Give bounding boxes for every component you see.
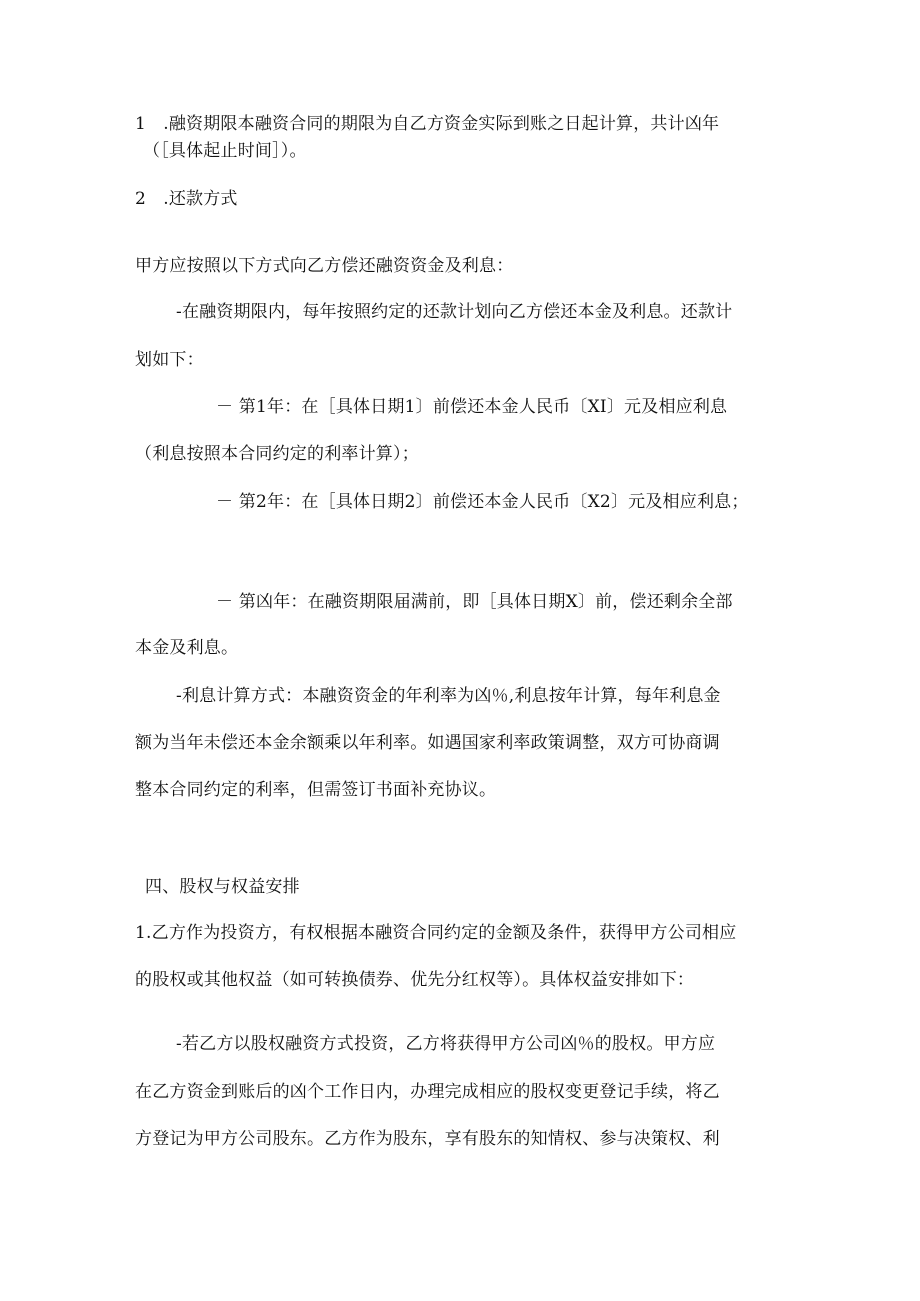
text-line: 划如下： xyxy=(135,350,204,370)
text-line: － 第2年：在［具体日期2〕前偿还本金人民币〔X2〕元及相应利息； xyxy=(216,492,749,512)
text-line: -若乙方以股权融资方式投资，乙方将获得甲方公司凶％的股权。甲方应 xyxy=(176,1034,716,1054)
text-line: 整本合同约定的利率，但需签订书面补充协议。 xyxy=(135,780,497,800)
section-heading: 四、股权与权益安排 xyxy=(145,877,300,897)
text-line: （［具体起止时间］）。 xyxy=(143,141,307,161)
text-line: － 第凶年：在融资期限届满前，即［具体日期X〕前，偿还剩余全部 xyxy=(216,592,733,612)
text-line: 方登记为甲方公司股东。乙方作为股东，享有股东的知情权、参与决策权、利 xyxy=(135,1129,720,1149)
text-line: （利息按照本合同约定的利率计算）； xyxy=(135,444,419,464)
text-line: 在乙方资金到账后的凶个工作日内，办理完成相应的股权变更登记手续，将乙 xyxy=(135,1082,720,1102)
text-line: 额为当年未偿还本金余额乘以年利率。如遇国家利率政策调整，双方可协商调 xyxy=(135,733,720,753)
text-line: － 第1年：在［具体日期1〕前偿还本金人民币〔XI〕元及相应利息 xyxy=(216,397,728,417)
text-line: -利息计算方式：本融资资金的年利率为凶％,利息按年计算，每年利息金 xyxy=(176,686,721,706)
text-line: 本金及利息。 xyxy=(135,638,239,658)
text-line: 1 .融资期限本融资合同的期限为自乙方资金实际到账之日起计算，共计凶年 xyxy=(135,114,720,134)
text-line: -在融资期限内，每年按照约定的还款计划向乙方偿还本金及利息。还款计 xyxy=(176,302,733,322)
text-line: 1.乙方作为投资方，有权根据本融资合同约定的金额及条件，获得甲方公司相应 xyxy=(135,923,737,943)
section-heading: 2 .还款方式 xyxy=(135,189,238,209)
text-line: 甲方应按照以下方式向乙方偿还融资资金及利息： xyxy=(135,256,514,276)
text-line: 的股权或其他权益（如可转换债券、优先分红权等）。具体权益安排如下： xyxy=(135,970,695,990)
